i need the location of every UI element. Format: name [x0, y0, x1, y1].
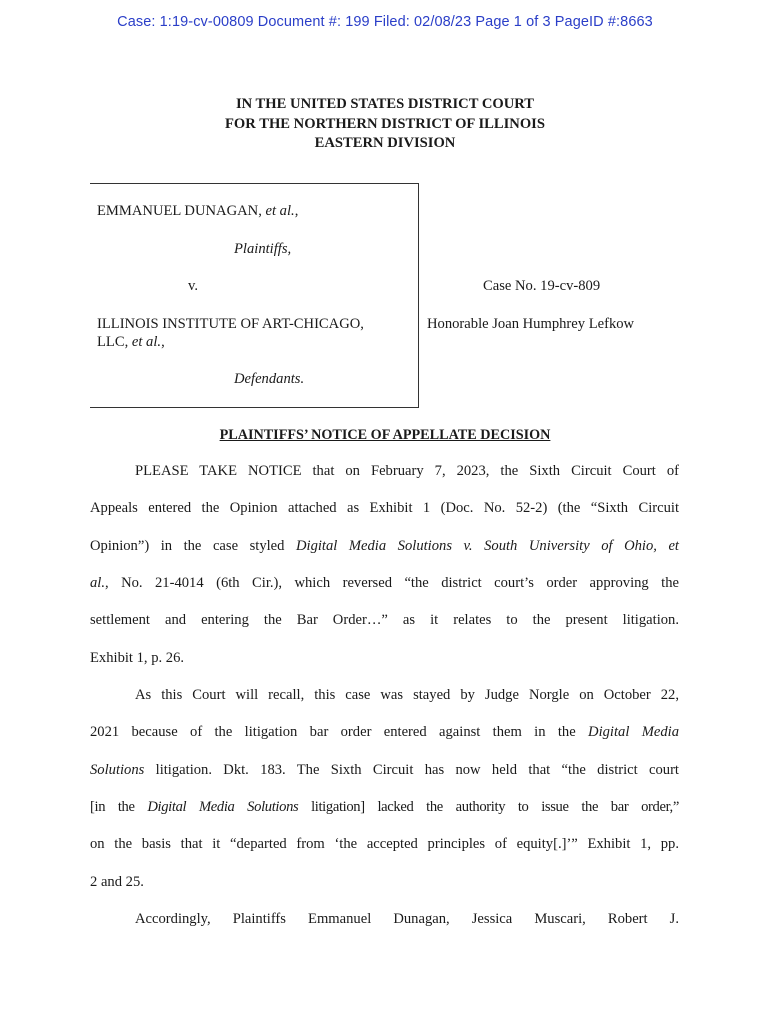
defendants-label: Defendants. — [234, 371, 305, 387]
court-heading-line-2: FOR THE NORTHERN DISTRICT OF ILLINOIS — [225, 115, 545, 132]
defendant-name-line-1: ILLINOIS INSTITUTE OF ART-CHICAGO, — [97, 316, 364, 332]
court-filing-stamp: Case: 1:19-cv-00809 Document #: 199 Filed: 02/08/23 Page 1 of 3 PageID #:8663 — [117, 14, 653, 30]
body-line: al., No. 21-4014 (6th Cir.), which reversed “the district court’s order approving the — [90, 575, 679, 591]
body-line: settlement and entering the Bar Order…” as it relates to the present litigation. — [90, 612, 679, 628]
body-line: [in the Digital Media Solutions litigation] lacked the authority to issue the bar order,” — [90, 799, 679, 815]
defendant-name-line-2: LLC, et al., — [97, 334, 165, 350]
body-line: Exhibit 1, p. 26. — [90, 650, 185, 666]
versus-label: v. — [188, 278, 198, 294]
notice-title: PLAINTIFFS’ NOTICE OF APPELLATE DECISION — [219, 427, 551, 443]
body-line: Appeals entered the Opinion attached as Exhibit 1 (Doc. No. 52-2) (the “Sixth Circuit — [90, 500, 679, 516]
body-line: 2 and 25. — [90, 874, 144, 890]
court-heading-line-3: EASTERN DIVISION — [314, 135, 456, 151]
body-line: 2021 because of the litigation bar order entered against them in the Digital Media — [90, 724, 679, 740]
body-line: Solutions litigation. Dkt. 183. The Sixth Circuit has now held that “the district court — [90, 762, 679, 778]
body-line: Accordingly, Plaintiffs Emmanuel Dunagan, Jessica Muscari, Robert J. — [135, 911, 679, 927]
court-heading-line-1: IN THE UNITED STATES DISTRICT COURT — [235, 96, 535, 112]
body-line: Opinion”) in the case styled Digital Media Solutions v. South University of Ohio, et — [90, 538, 679, 554]
body-line: on the basis that it “departed from ‘the accepted principles of equity[.]’” Exhibit 1, pp. — [90, 836, 679, 852]
body-line: As this Court will recall, this case was stayed by Judge Norgle on October 22, — [135, 687, 679, 703]
body-line: PLEASE TAKE NOTICE that on February 7, 2023, the Sixth Circuit Court of — [135, 463, 679, 479]
plaintiff-name: EMMANUEL DUNAGAN, et al., — [97, 203, 299, 219]
court-heading — [0, 95, 770, 154]
plaintiffs-label: Plaintiffs, — [234, 241, 292, 257]
case-number: Case No. 19-cv-809 — [483, 278, 601, 294]
judge-name: Honorable Joan Humphrey Lefkow — [427, 316, 635, 332]
